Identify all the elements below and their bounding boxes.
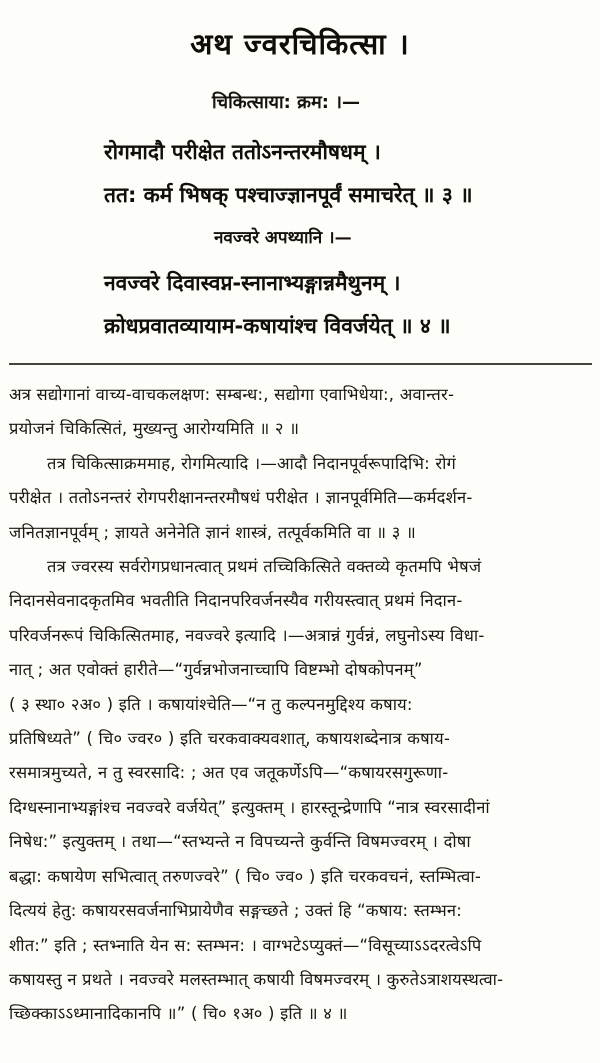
verse-line: क्रोधप्रवातव्यायाम-कषायांश्च विवर्जयेत् ॥ ४ ॥	[104, 314, 451, 338]
heading-navajvara-apathya: नवज्वरे अपथ्यानि ।—	[214, 228, 352, 248]
commentary-line: दिग्धस्नानाभ्यङ्गांश्च नवज्वरे वर्जयेत्” इत्युक्तम् । हारस्तून्द्रेणापि “नात्र स्वरसादीनां	[9, 797, 490, 817]
commentary-line: ( ३ स्था० २अ० ) इति । कषायांश्चेति—“न तु कल्पनमुद्दिश्य कषाय:	[9, 694, 413, 714]
commentary-line: तत्र ज्वरस्य सर्वरोगप्रधानत्वात् प्रथमं तच्चिकित्सिते वक्तव्ये कृतमपि भेषजं	[47, 557, 482, 577]
commentary-line: निषेध:” इत्युक्तम् । तथा—“स्तभ्यन्ते न विपच्यन्ते कुर्वन्ति विषमज्वरम् । दोषा	[9, 832, 471, 852]
commentary-line: नात् ; अत एवोक्तं हारीते—“गुर्वन्नभोजनाच्चापि विष्टम्भो दोषकोपनम्”	[9, 660, 423, 680]
commentary-line: परिवर्जनरूपं चिकित्सितमाह, नवज्वरे इत्यादि ।—अत्रान्नं गुर्वन्नं, लघुनोऽस्य विधा-	[9, 625, 485, 645]
commentary-line: निदानसेवनादकृतमिव भवतीति निदानपरिवर्जनस्यैव गरीयस्त्वात् प्रथमं निदान-	[9, 591, 463, 611]
commentary-line: रसमात्रमुच्यते, न तु स्वरसादि: ; अत एव जतूकर्णेऽपि—“कषायरसगुरूणा-	[9, 763, 449, 783]
verse-4	[104, 262, 580, 348]
commentary-line: अत्र सद्योगानां वाच्य-वाचकलक्षण: सम्बन्ध:, सद्योगा एवाभिधेया:, अवान्तर-	[9, 385, 455, 404]
page-title: अथ ज्वरचिकित्सा ।	[190, 27, 410, 61]
commentary-line: बद्धा: कषायेण सभित्वात् तरुणज्वरे” ( चि० ज्व० ) इति चरकवचनं, स्तम्भित्वा-	[9, 866, 481, 886]
commentary-line: तत्र चिकित्साक्रममाह, रोगमित्यादि ।—आदौ निदानपूर्वरूपादिभि: रोगं	[47, 453, 457, 473]
section-divider	[9, 363, 592, 365]
verse-3	[104, 131, 580, 217]
heading-chikitsa-krama: चिकित्साया: क्रम: ।—	[212, 92, 360, 113]
commentary-line: परीक्षेत । ततोऽनन्तरं रोगपरीक्षानन्तरमौषधं परीक्षेत । ज्ञानपूर्वमिति—कर्मदर्शन-	[9, 488, 473, 508]
verse-line: तत: कर्म भिषक् पश्चाज्ज्ञानपूर्वं समाचरेत् ॥ ३ ॥	[104, 183, 473, 207]
commentary-line: शीत:” इति ; स्तभ्नाति येन स: स्तम्भन: । वाग्भटेऽप्युक्तं—“विसूच्याऽऽदरत्वेऽपि	[9, 935, 482, 955]
commentary-line: प्रयोजनं चिकित्सितं, मुख्यन्तु आरोग्यमिति ॥ २ ॥	[9, 419, 300, 439]
verse-line: नवज्वरे दिवास्वप्न-स्नानाभ्यङ्गान्नमैथुनम् ।	[104, 271, 401, 295]
commentary-line: प्रतिषिध्यते” ( चि० ज्वर० ) इति चरकवाक्यवशात्, कषायशब्देनात्र कषाय-	[9, 729, 451, 749]
commentary-line: जनितज्ञानपूर्वम् ; ज्ञायते अनेनेति ज्ञानं शास्त्रं, तत्पूर्वकमिति वा ॥ ३ ॥	[9, 522, 417, 542]
commentary-line: दित्ययं हेतु: कषायरसवर्जनाभिप्रायेणैव सङ्गच्छते ; उक्तं हि “कषाय: स्तम्भन:	[9, 901, 463, 921]
commentary-block	[9, 378, 591, 1032]
commentary-line: कषायस्तु न प्रथते । नवज्वरे मलस्तम्भात् कषायी विषमज्वरम् । कुरुतेऽत्राशयस्थत्वा-	[9, 969, 504, 989]
commentary-line: च्छिक्काऽऽध्मानादिकानपि ॥” ( चि० १अ० ) इति ॥ ४ ॥	[9, 1004, 348, 1024]
verse-line: रोगमादौ परीक्षेत ततोऽनन्तरमौषधम् ।	[104, 140, 381, 164]
